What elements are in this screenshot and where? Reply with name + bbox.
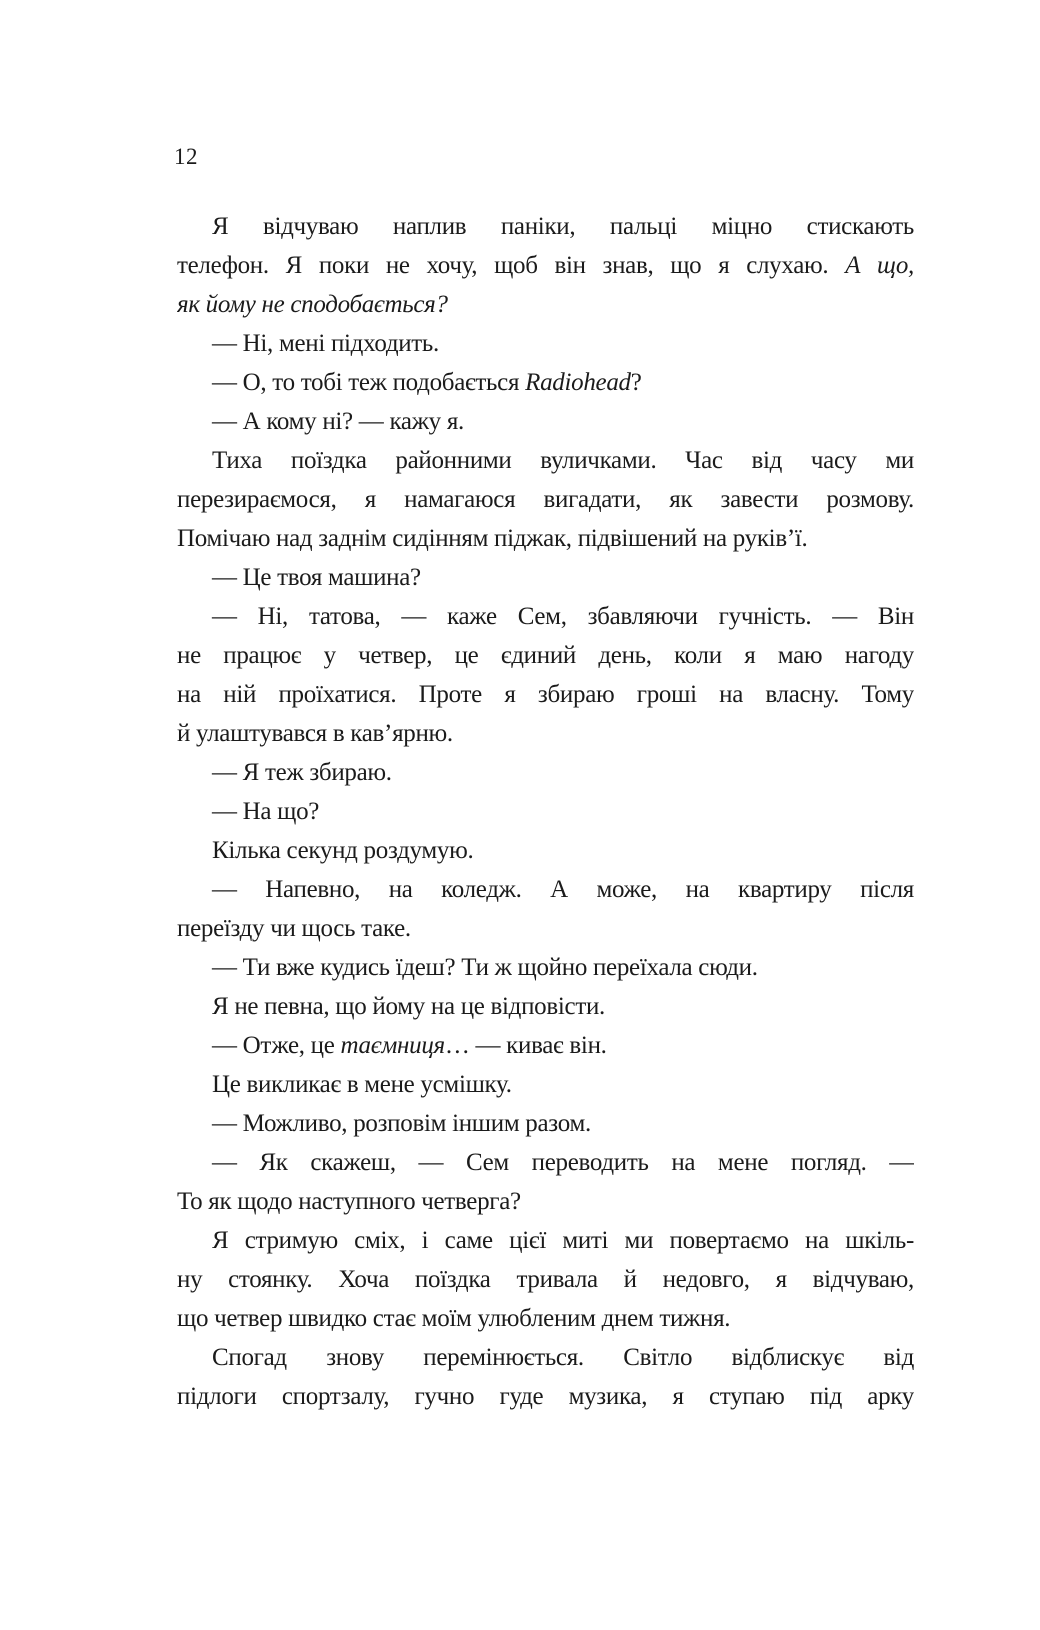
body-text: — Ти вже кудись їдеш? Ти ж щойно переїхала сюди. xyxy=(212,954,758,981)
body-text: То як щодо наступного четверга? xyxy=(177,1188,521,1215)
text-line xyxy=(177,675,914,714)
text-line xyxy=(177,519,914,558)
paragraph xyxy=(177,441,914,558)
text-line xyxy=(177,1338,914,1377)
body-text: Я не певна, що йому на це відповісти. xyxy=(212,993,605,1020)
body-text: Тиха поїздка районними вуличками. Час від часу ми xyxy=(212,447,914,474)
text-line xyxy=(177,714,914,753)
body-text: — Як скажеш, — Сем переводить на мене погляд. — xyxy=(212,1149,914,1176)
text-line xyxy=(177,1026,914,1065)
body-text: й улаштувався в кав’ярню. xyxy=(177,720,453,747)
italic-text: Radiohead xyxy=(525,369,631,396)
text-line xyxy=(177,246,914,285)
body-text: — Можливо, розповім іншим разом. xyxy=(212,1110,591,1137)
paragraph xyxy=(177,597,914,753)
body-text: — Ні, татова, — каже Сем, збавляючи гучність. — Він xyxy=(212,603,914,630)
paragraph xyxy=(177,870,914,948)
body-text: Помічаю над заднім сидінням піджак, підвішений на руків’ї. xyxy=(177,525,808,552)
italic-text: як йому не сподобається? xyxy=(177,291,448,318)
paragraph xyxy=(177,753,914,792)
body-text: — Я теж збираю. xyxy=(212,759,392,786)
text-line xyxy=(177,831,914,870)
paragraph xyxy=(177,987,914,1026)
body-text: Я стримую сміх, і саме цієї миті ми повертаємо на шкіль- xyxy=(212,1227,914,1254)
text-line xyxy=(177,1182,914,1221)
paragraph xyxy=(177,402,914,441)
paragraph xyxy=(177,792,914,831)
body-text: підлоги спортзалу, гучно гуде музика, я ступаю під арку xyxy=(177,1383,914,1410)
text-line xyxy=(177,207,914,246)
text-line xyxy=(177,753,914,792)
text-line xyxy=(177,636,914,675)
paragraph xyxy=(177,1026,914,1065)
paragraph xyxy=(177,558,914,597)
paragraph xyxy=(177,363,914,402)
body-text: Спогад знову перемінюється. Світло відблискує від xyxy=(212,1344,914,1371)
text-line xyxy=(177,480,914,519)
body-text: — А кому ні? — кажу я. xyxy=(212,408,464,435)
paragraph xyxy=(177,1221,914,1338)
text-line xyxy=(177,948,914,987)
text-line xyxy=(177,324,914,363)
text-line xyxy=(177,363,914,402)
body-text: — Отже, це xyxy=(212,1032,341,1059)
body-text: — Це твоя машина? xyxy=(212,564,421,591)
body-text: Кілька секунд роздумую. xyxy=(212,837,474,864)
body-text: телефон. Я поки не хочу, щоб він знав, що я слухаю. xyxy=(177,252,846,279)
page-number: 12 xyxy=(174,144,198,169)
text-line xyxy=(177,870,914,909)
italic-text: таємниця xyxy=(340,1032,445,1059)
text-line xyxy=(177,1221,914,1260)
text-line xyxy=(177,1377,914,1416)
body-text: — На що? xyxy=(212,798,320,825)
body-text: Це викликає в мене усмішку. xyxy=(212,1071,512,1098)
body-text: перезираємося, я намагаюся вигадати, як завести розмову. xyxy=(177,486,914,513)
text-line xyxy=(177,597,914,636)
body-text: не працює у четвер, це єдиний день, коли я маю нагоду xyxy=(177,642,914,669)
paragraph xyxy=(177,1104,914,1143)
text-line xyxy=(177,792,914,831)
text-line xyxy=(177,1299,914,1338)
body-text: Я відчуваю наплив паніки, пальці міцно стискають xyxy=(212,213,914,240)
body-text: що четвер швидко стає моїм улюбленим днем тижня. xyxy=(177,1305,731,1332)
text-line xyxy=(177,285,914,324)
body-text: — О, то тобі теж подобається xyxy=(212,369,526,396)
text-line xyxy=(177,909,914,948)
paragraph xyxy=(177,324,914,363)
italic-text: А що, xyxy=(845,252,914,279)
body-text: на ній проїхатися. Проте я збираю гроші на власну. Тому xyxy=(177,681,914,708)
body-text: — Напевно, на коледж. А може, на квартиру після xyxy=(212,876,914,903)
body-text: … — киває він. xyxy=(444,1032,607,1059)
text-line xyxy=(177,1143,914,1182)
text-line xyxy=(177,1104,914,1143)
paragraph xyxy=(177,948,914,987)
body-text: ? xyxy=(630,369,642,396)
body-text: ну стоянку. Хоча поїздка тривала й недовго, я відчуваю, xyxy=(177,1266,914,1293)
paragraph xyxy=(177,831,914,870)
text-line xyxy=(177,1260,914,1299)
paragraph xyxy=(177,207,914,324)
body-text: переїзду чи щось таке. xyxy=(177,915,411,942)
text-line xyxy=(177,558,914,597)
body-text: — Ні, мені підходить. xyxy=(212,330,439,357)
text-line xyxy=(177,1065,914,1104)
text-line xyxy=(177,402,914,441)
paragraph xyxy=(177,1338,914,1416)
paragraph xyxy=(177,1065,914,1104)
text-line xyxy=(177,441,914,480)
paragraph xyxy=(177,1143,914,1221)
text-block xyxy=(177,207,914,1416)
text-line xyxy=(177,987,914,1026)
